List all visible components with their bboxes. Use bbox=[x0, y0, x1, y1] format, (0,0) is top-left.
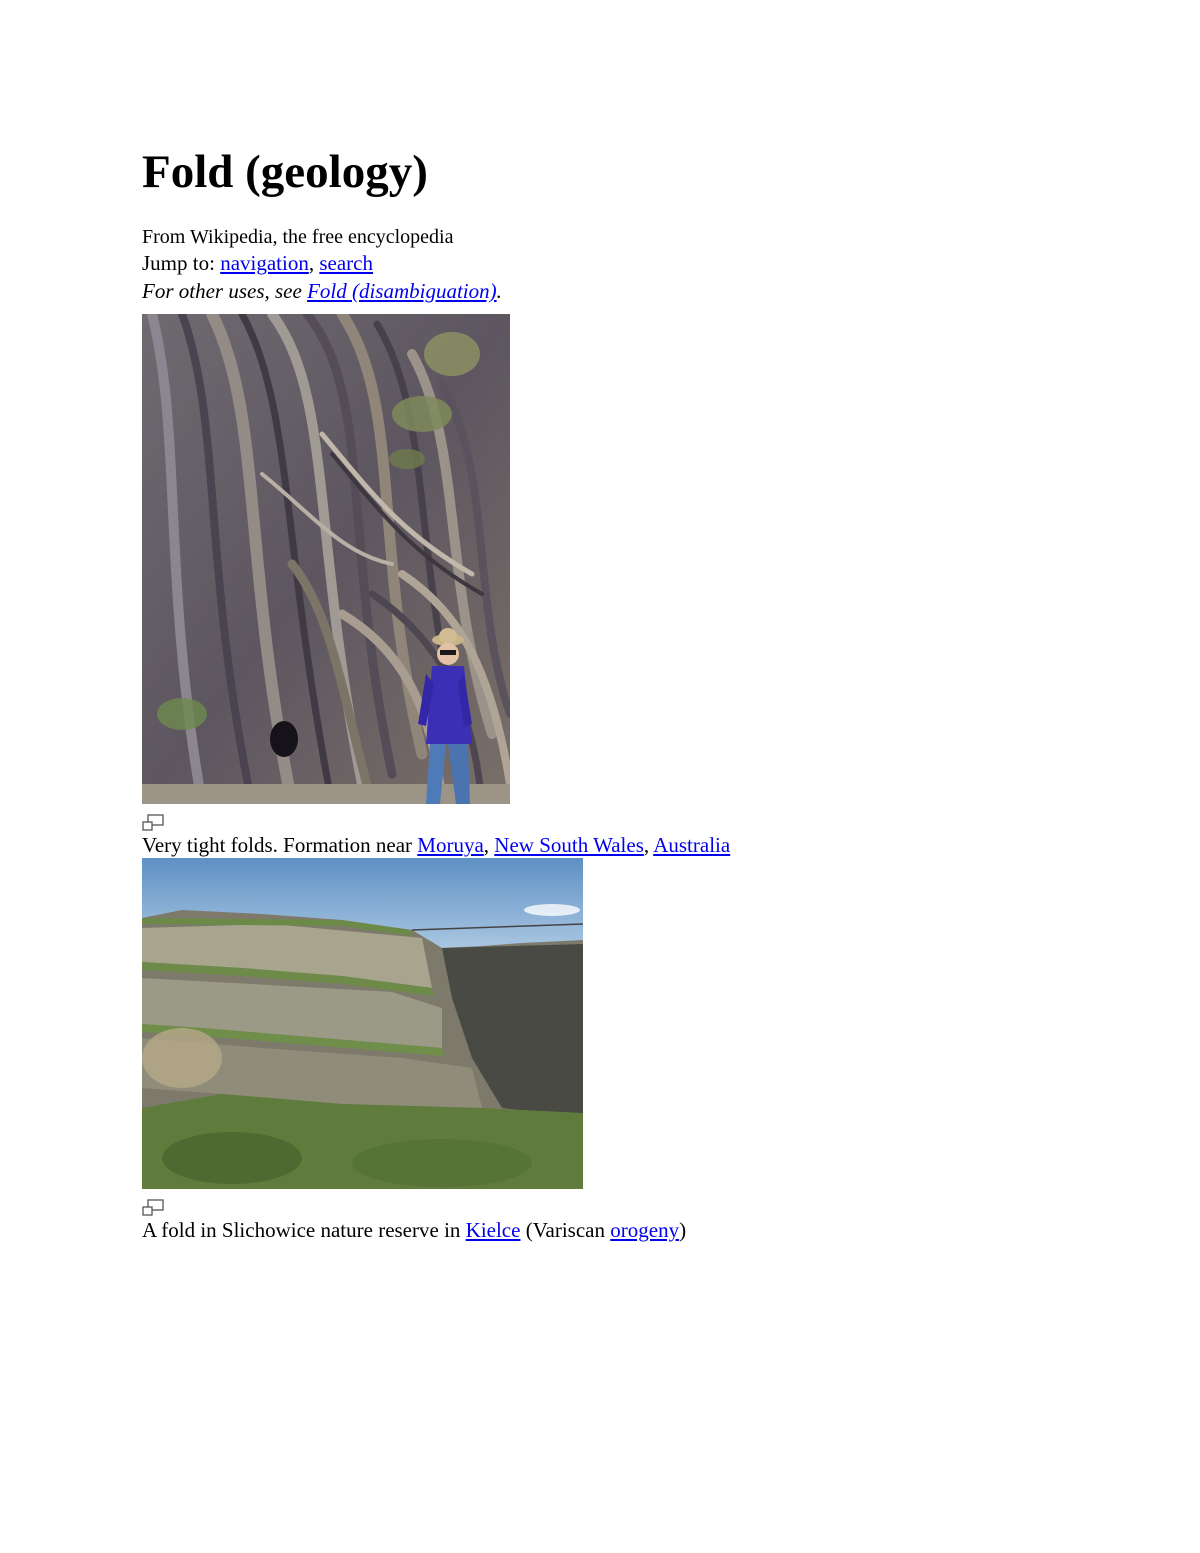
caption-middle: (Variscan bbox=[520, 1218, 611, 1242]
slichowice-photo[interactable] bbox=[142, 858, 583, 1189]
source-line: From Wikipedia, the free encyclopedia bbox=[142, 226, 454, 248]
hatnote-suffix: . bbox=[496, 279, 502, 303]
moruya-link[interactable]: Moruya bbox=[417, 833, 484, 857]
tight-folds-photo[interactable] bbox=[142, 314, 510, 804]
caption-text: A fold in Slichowice nature reserve in bbox=[142, 1218, 466, 1242]
search-link[interactable]: search bbox=[319, 251, 373, 275]
australia-link[interactable]: Australia bbox=[653, 833, 731, 857]
caption-text: Very tight folds. Formation near bbox=[142, 833, 418, 857]
hatnote-prefix: For other uses, see bbox=[142, 279, 308, 303]
page-title: Fold (geology) bbox=[142, 146, 428, 198]
disambiguation-link[interactable]: Fold (disambiguation) bbox=[307, 279, 497, 303]
enlarge-icon[interactable] bbox=[142, 814, 1102, 832]
figure-slichowice bbox=[142, 858, 1102, 1243]
figure-caption bbox=[142, 832, 1102, 858]
caption-separator: , bbox=[643, 833, 654, 857]
figure-caption bbox=[142, 1217, 1102, 1243]
orogeny-link[interactable]: orogeny bbox=[610, 1218, 680, 1242]
enlarge-icon[interactable] bbox=[142, 1199, 1102, 1217]
navigation-link[interactable]: navigation bbox=[220, 251, 309, 275]
jump-separator: , bbox=[308, 251, 320, 275]
new-south-wales-link[interactable]: New South Wales bbox=[494, 833, 644, 857]
figure-tight-folds bbox=[142, 314, 1102, 858]
article bbox=[142, 140, 1102, 1243]
slichowice-image bbox=[142, 858, 583, 1189]
jump-to-label: Jump to: bbox=[142, 251, 221, 275]
hatnote bbox=[142, 278, 1102, 304]
jump-to-line bbox=[142, 250, 1102, 276]
caption-separator: , bbox=[483, 833, 495, 857]
tight-folds-image bbox=[142, 314, 510, 804]
caption-suffix: ) bbox=[679, 1218, 687, 1242]
kielce-link[interactable]: Kielce bbox=[465, 1218, 521, 1242]
